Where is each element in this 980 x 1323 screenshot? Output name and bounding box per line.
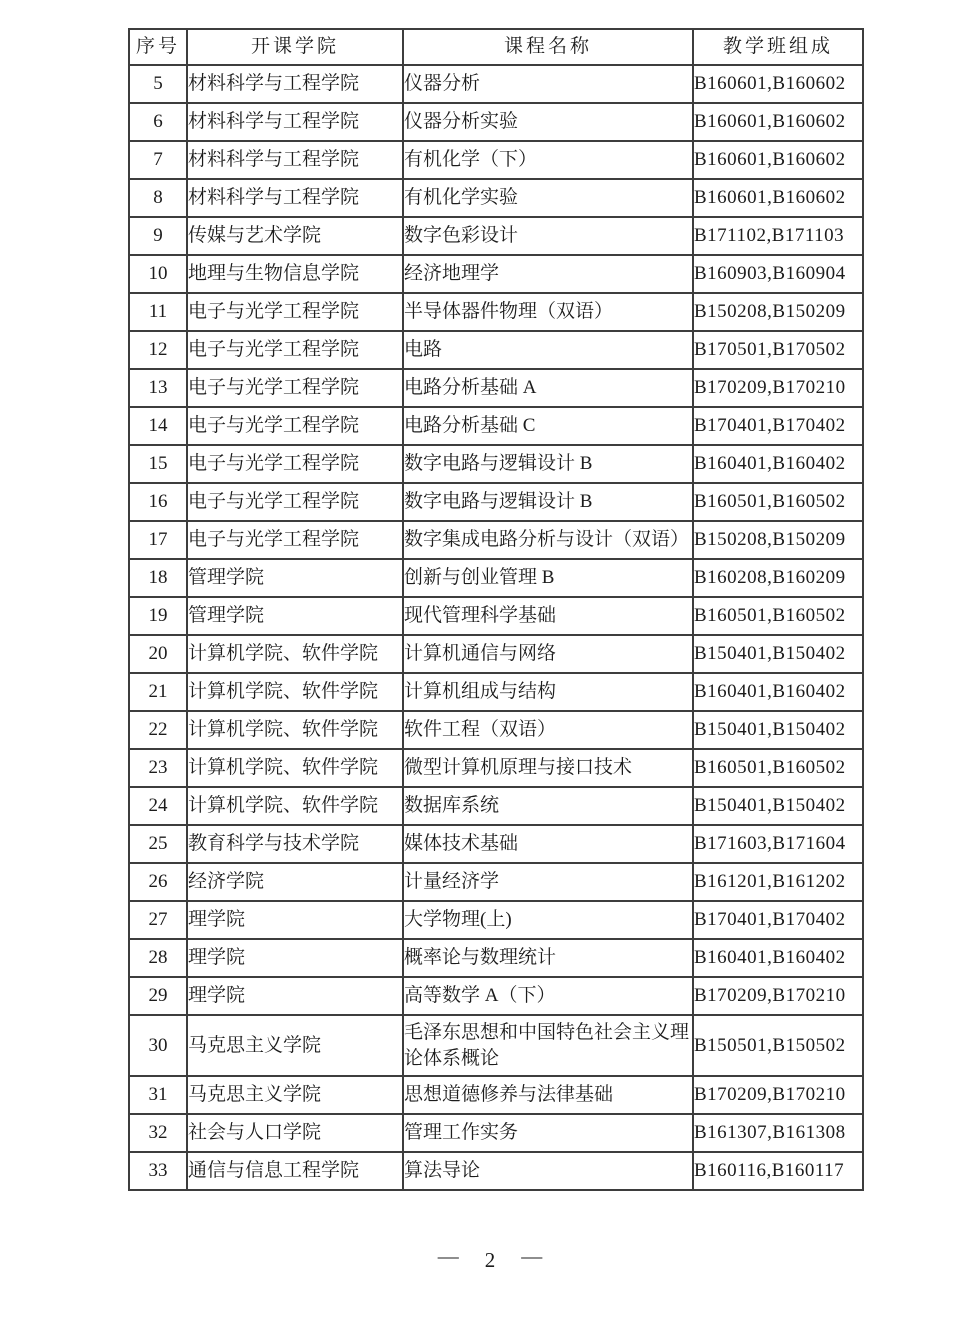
cell-no: 23	[129, 749, 187, 787]
table-row	[129, 559, 863, 597]
table-row	[129, 369, 863, 407]
table-row	[129, 445, 863, 483]
table-row	[129, 255, 863, 293]
cell-classes: B160501,B160502	[693, 483, 863, 521]
cell-classes: B160401,B160402	[693, 673, 863, 711]
cell-course: 媒体技术基础	[403, 825, 693, 863]
cell-college: 电子与光学工程学院	[187, 407, 403, 445]
table-row	[129, 977, 863, 1015]
table-row	[129, 179, 863, 217]
cell-course: 创新与创业管理 B	[403, 559, 693, 597]
cell-college: 电子与光学工程学院	[187, 483, 403, 521]
cell-classes: B170209,B170210	[693, 369, 863, 407]
cell-course: 数字电路与逻辑设计 B	[403, 483, 693, 521]
cell-course: 大学物理(上)	[403, 901, 693, 939]
cell-classes: B170209,B170210	[693, 1076, 863, 1114]
cell-college: 材料科学与工程学院	[187, 179, 403, 217]
cell-college: 管理学院	[187, 597, 403, 635]
cell-college: 电子与光学工程学院	[187, 331, 403, 369]
cell-classes: B170501,B170502	[693, 331, 863, 369]
table-row	[129, 483, 863, 521]
cell-no: 13	[129, 369, 187, 407]
page-number: 2	[484, 1248, 496, 1272]
cell-classes: B160903,B160904	[693, 255, 863, 293]
cell-no: 31	[129, 1076, 187, 1114]
cell-course: 算法导论	[403, 1152, 693, 1190]
header-cell-no: 序号	[129, 29, 187, 65]
cell-college: 传媒与艺术学院	[187, 217, 403, 255]
cell-classes: B150501,B150502	[693, 1015, 863, 1076]
cell-college: 通信与信息工程学院	[187, 1152, 403, 1190]
cell-course: 仪器分析实验	[403, 103, 693, 141]
cell-college: 电子与光学工程学院	[187, 521, 403, 559]
cell-no: 30	[129, 1015, 187, 1076]
cell-no: 28	[129, 939, 187, 977]
cell-college: 材料科学与工程学院	[187, 103, 403, 141]
cell-course: 数据库系统	[403, 787, 693, 825]
table-row	[129, 103, 863, 141]
cell-no: 11	[129, 293, 187, 331]
cell-classes: B160116,B160117	[693, 1152, 863, 1190]
cell-college: 理学院	[187, 977, 403, 1015]
cell-classes: B160501,B160502	[693, 749, 863, 787]
cell-course: 经济地理学	[403, 255, 693, 293]
cell-college: 马克思主义学院	[187, 1076, 403, 1114]
cell-classes: B170401,B170402	[693, 901, 863, 939]
table-row	[129, 635, 863, 673]
cell-classes: B160601,B160602	[693, 65, 863, 103]
cell-college: 计算机学院、软件学院	[187, 787, 403, 825]
cell-college: 理学院	[187, 901, 403, 939]
cell-course: 电路分析基础 A	[403, 369, 693, 407]
cell-college: 教育科学与技术学院	[187, 825, 403, 863]
cell-classes: B170209,B170210	[693, 977, 863, 1015]
cell-no: 8	[129, 179, 187, 217]
table-row	[129, 1076, 863, 1114]
header-cell-college: 开课学院	[187, 29, 403, 65]
cell-classes: B160208,B160209	[693, 559, 863, 597]
cell-classes: B150208,B150209	[693, 293, 863, 331]
cell-no: 7	[129, 141, 187, 179]
cell-no: 22	[129, 711, 187, 749]
cell-course: 计算机通信与网络	[403, 635, 693, 673]
cell-no: 19	[129, 597, 187, 635]
cell-no: 9	[129, 217, 187, 255]
cell-no: 17	[129, 521, 187, 559]
cell-no: 15	[129, 445, 187, 483]
cell-college: 材料科学与工程学院	[187, 141, 403, 179]
cell-classes: B150208,B150209	[693, 521, 863, 559]
table-row	[129, 331, 863, 369]
cell-no: 14	[129, 407, 187, 445]
cell-classes: B161201,B161202	[693, 863, 863, 901]
table-row	[129, 901, 863, 939]
table-row	[129, 65, 863, 103]
cell-no: 27	[129, 901, 187, 939]
cell-course: 高等数学 A（下）	[403, 977, 693, 1015]
cell-college: 计算机学院、软件学院	[187, 635, 403, 673]
cell-no: 10	[129, 255, 187, 293]
cell-no: 5	[129, 65, 187, 103]
cell-college: 理学院	[187, 939, 403, 977]
cell-classes: B160401,B160402	[693, 445, 863, 483]
cell-college: 计算机学院、软件学院	[187, 711, 403, 749]
table-row	[129, 1152, 863, 1190]
cell-classes: B171102,B171103	[693, 217, 863, 255]
cell-college: 材料科学与工程学院	[187, 65, 403, 103]
cell-course: 管理工作实务	[403, 1114, 693, 1152]
header-cell-classes: 教学班组成	[693, 29, 863, 65]
cell-course: 有机化学（下）	[403, 141, 693, 179]
table-row	[129, 1114, 863, 1152]
cell-classes: B150401,B150402	[693, 711, 863, 749]
cell-classes: B170401,B170402	[693, 407, 863, 445]
cell-course: 现代管理科学基础	[403, 597, 693, 635]
page-footer	[0, 1244, 980, 1273]
cell-no: 12	[129, 331, 187, 369]
cell-course: 软件工程（双语）	[403, 711, 693, 749]
table-row	[129, 825, 863, 863]
cell-course: 数字集成电路分析与设计（双语）	[403, 521, 693, 559]
cell-college: 电子与光学工程学院	[187, 293, 403, 331]
cell-no: 33	[129, 1152, 187, 1190]
cell-course: 计量经济学	[403, 863, 693, 901]
table-row	[129, 293, 863, 331]
cell-no: 32	[129, 1114, 187, 1152]
cell-classes: B160501,B160502	[693, 597, 863, 635]
cell-college: 经济学院	[187, 863, 403, 901]
table-row	[129, 939, 863, 977]
header-row	[129, 29, 863, 65]
cell-no: 25	[129, 825, 187, 863]
cell-course: 毛泽东思想和中国特色社会主义理论体系概论	[403, 1015, 693, 1076]
table-row	[129, 141, 863, 179]
footer-left-dash: —	[437, 1244, 459, 1268]
cell-course: 计算机组成与结构	[403, 673, 693, 711]
header-cell-course: 课程名称	[403, 29, 693, 65]
table-row	[129, 711, 863, 749]
cell-college: 社会与人口学院	[187, 1114, 403, 1152]
cell-classes: B160401,B160402	[693, 939, 863, 977]
cell-college: 管理学院	[187, 559, 403, 597]
table-row	[129, 673, 863, 711]
table-row	[129, 597, 863, 635]
cell-no: 21	[129, 673, 187, 711]
cell-college: 马克思主义学院	[187, 1015, 403, 1076]
cell-no: 26	[129, 863, 187, 901]
cell-college: 地理与生物信息学院	[187, 255, 403, 293]
cell-no: 20	[129, 635, 187, 673]
cell-course: 电路	[403, 331, 693, 369]
cell-classes: B150401,B150402	[693, 635, 863, 673]
table-row	[129, 863, 863, 901]
cell-no: 18	[129, 559, 187, 597]
cell-college: 计算机学院、软件学院	[187, 749, 403, 787]
cell-classes: B161307,B161308	[693, 1114, 863, 1152]
cell-course: 有机化学实验	[403, 179, 693, 217]
cell-no: 6	[129, 103, 187, 141]
cell-course: 微型计算机原理与接口技术	[403, 749, 693, 787]
cell-no: 24	[129, 787, 187, 825]
cell-course: 数字色彩设计	[403, 217, 693, 255]
cell-course: 仪器分析	[403, 65, 693, 103]
cell-college: 电子与光学工程学院	[187, 369, 403, 407]
cell-classes: B160601,B160602	[693, 179, 863, 217]
course-table	[128, 28, 864, 1191]
table-row	[129, 521, 863, 559]
footer-right-dash: —	[521, 1244, 543, 1268]
cell-no: 29	[129, 977, 187, 1015]
table-row	[129, 407, 863, 445]
cell-course: 电路分析基础 C	[403, 407, 693, 445]
cell-college: 计算机学院、软件学院	[187, 673, 403, 711]
cell-course: 半导体器件物理（双语）	[403, 293, 693, 331]
cell-no: 16	[129, 483, 187, 521]
cell-college: 电子与光学工程学院	[187, 445, 403, 483]
cell-classes: B171603,B171604	[693, 825, 863, 863]
cell-course: 概率论与数理统计	[403, 939, 693, 977]
table-row	[129, 749, 863, 787]
cell-classes: B160601,B160602	[693, 103, 863, 141]
cell-course: 数字电路与逻辑设计 B	[403, 445, 693, 483]
table-body	[129, 65, 863, 1190]
cell-classes: B160601,B160602	[693, 141, 863, 179]
table-row	[129, 217, 863, 255]
cell-course: 思想道德修养与法律基础	[403, 1076, 693, 1114]
table-row	[129, 1015, 863, 1076]
table-row	[129, 787, 863, 825]
cell-classes: B150401,B150402	[693, 787, 863, 825]
